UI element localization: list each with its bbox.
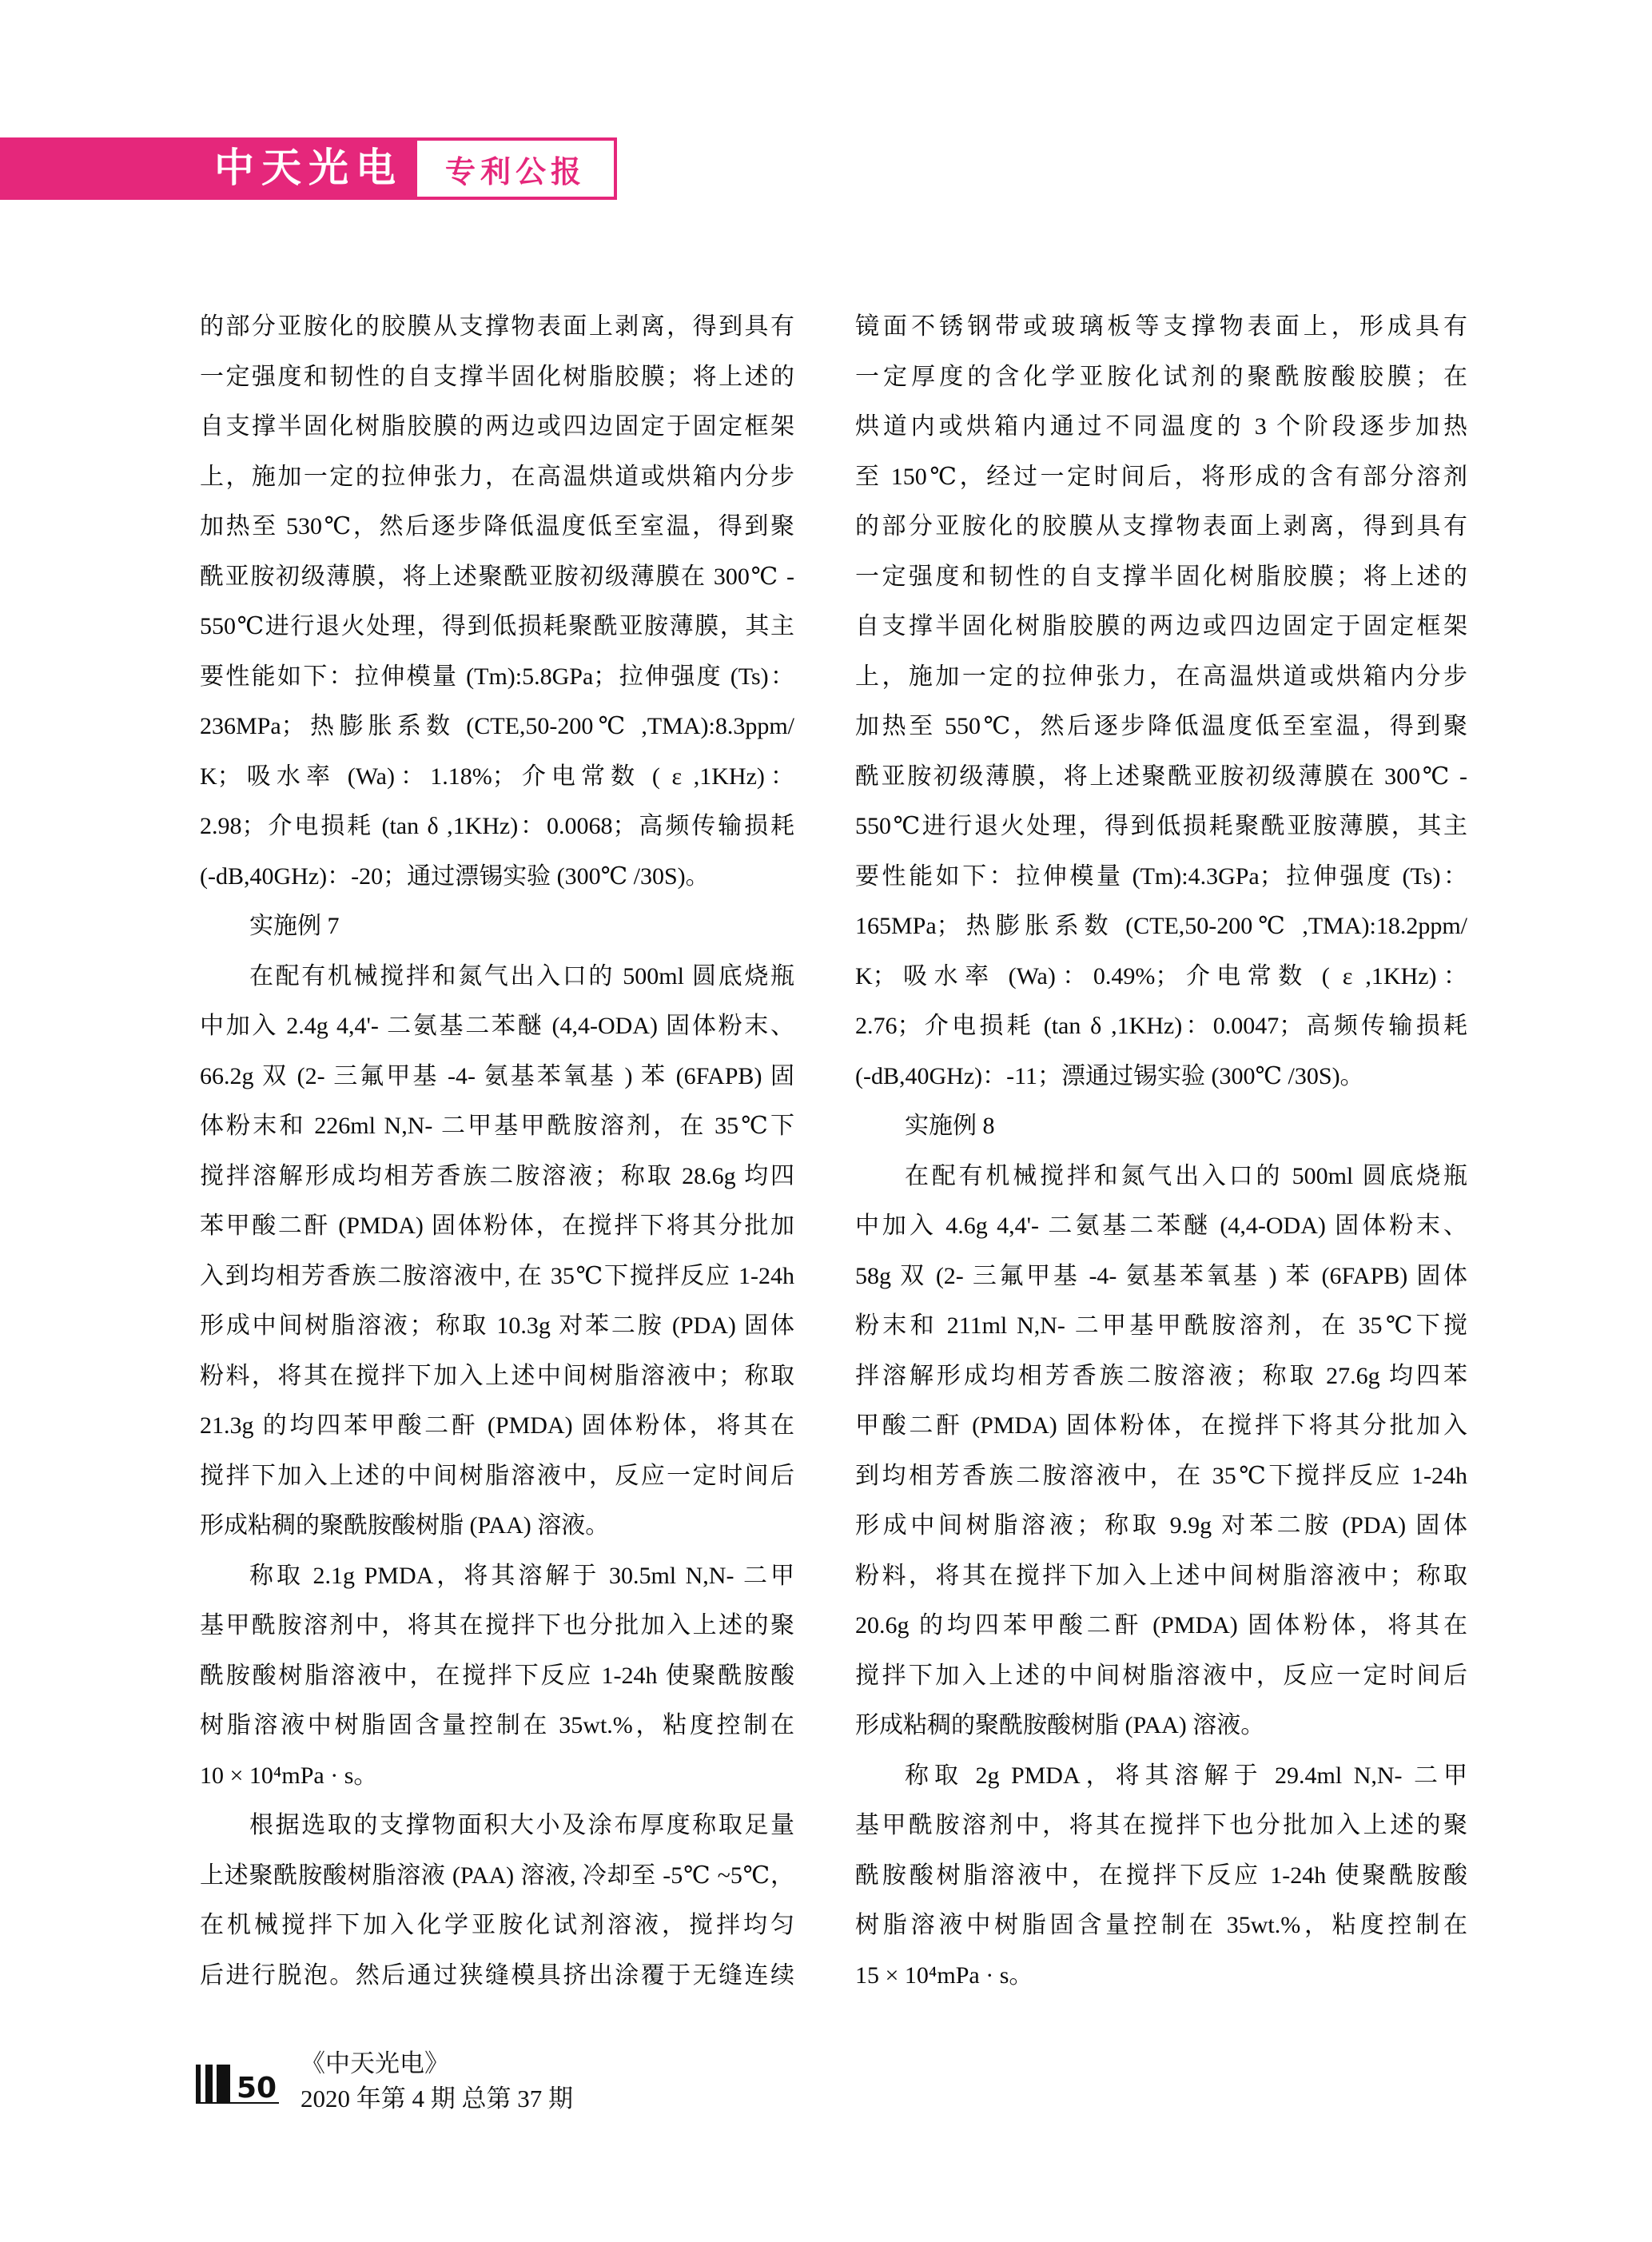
- text-line-left-25: 形成粘稠的聚酰胺酸树脂 (PAA) 溶液。: [200, 1512, 610, 1539]
- text-line-right-9: 加热至 550℃，然后逐步降低温度低至室温，得到聚: [855, 713, 1467, 739]
- text-line-left-24: 搅拌下加入上述的中间树脂溶液中，反应一定时间后: [200, 1462, 794, 1489]
- text-line-left-20: 入到均相芳香族二胺溶液中, 在 35℃下搅拌反应 1-24h: [200, 1262, 794, 1289]
- text-line-right-15: 2.76；介电损耗 (tan δ ,1KHz)：0.0047；高频传输损耗: [855, 1013, 1467, 1039]
- text-line-left-31: 根据选取的支撑物面积大小及涂布厚度称取足量: [249, 1812, 794, 1838]
- text-line-right-7: 自支撑半固化树脂胶膜的两边或四边固定于固定框架: [855, 613, 1467, 639]
- text-line-left-4: 上，施加一定的拉伸张力，在高温烘道或烘箱内分步: [200, 463, 794, 490]
- text-line-right-19: 中加入 4.6g 4,4'- 二氨基二苯醚 (4,4-ODA) 固体粉末、: [855, 1213, 1467, 1239]
- text-line-left-22: 粉料，将其在搅拌下加入上述中间树脂溶液中；称取: [200, 1362, 794, 1389]
- text-line-left-30: 10 × 10⁴mPa · s。: [200, 1762, 378, 1789]
- text-line-left-19: 苯甲酸二酐 (PMDA) 固体粉体，在搅拌下将其分批加: [200, 1213, 794, 1239]
- text-line-right-34: 15 × 10⁴mPa · s。: [855, 1961, 1033, 1989]
- badge-label: 专利公报: [444, 155, 586, 189]
- text-line-left-14: 在配有机械搅拌和氮气出入口的 500ml 圆底烧瓶: [249, 962, 794, 990]
- text-line-right-23: 甲酸二酐 (PMDA) 固体粉体，在搅拌下将其分批加入: [855, 1412, 1467, 1439]
- text-line-left-8: 要性能如下：拉伸模量 (Tm):5.8GPa；拉伸强度 (Ts)：: [200, 663, 794, 690]
- journal-issue: 2020 年第 4 期 总第 37 期: [301, 2085, 573, 2113]
- text-line-right-4: 至 150℃，经过一定时间后，将形成的含有部分溶剂: [855, 463, 1467, 490]
- text-line-left-34: 后进行脱泡。然后通过狭缝模具挤出涂覆于无缝连续: [200, 1961, 794, 1989]
- text-line-right-10: 酰亚胺初级薄膜，将上述聚酰亚胺初级薄膜在 300℃ -: [855, 763, 1467, 790]
- text-line-left-28: 酰胺酸树脂溶液中，在搅拌下反应 1-24h 使聚酰胺酸: [200, 1662, 794, 1689]
- text-line-right-28: 搅拌下加入上述的中间树脂溶液中，反应一定时间后: [855, 1662, 1467, 1689]
- text-line-right-8: 上，施加一定的拉伸张力，在高温烘道或烘箱内分步: [855, 663, 1467, 690]
- text-line-left-29: 树脂溶液中树脂固含量控制在 35wt.%，粘度控制在: [200, 1712, 794, 1738]
- left-text-column: [200, 302, 794, 2001]
- text-line-left-1: 的部分亚胺化的胶膜从支撑物表面上剥离，得到具有: [200, 313, 794, 340]
- text-line-left-17: 体粉末和 226ml N,N- 二甲基甲酰胺溶剂，在 35℃下: [200, 1113, 794, 1139]
- text-line-right-27: 20.6g 的均四苯甲酸二酐 (PMDA) 固体粉体，将其在: [855, 1612, 1467, 1639]
- page-number-bars-icon: [196, 2065, 230, 2104]
- text-line-right-13: 165MPa；热膨胀系数 (CTE,50-200℃ ,TMA):18.2ppm/: [855, 913, 1467, 939]
- text-line-left-12: (-dB,40GHz)：-20；通过漂锡实验 (300℃ /30S)。: [200, 862, 710, 890]
- text-line-left-7: 550℃进行退火处理，得到低损耗聚酰亚胺薄膜，其主: [200, 613, 794, 639]
- text-line-right-5: 的部分亚胺化的胶膜从支撑物表面上剥离，得到具有: [855, 513, 1467, 540]
- text-line-left-26: 称取 2.1g PMDA，将其溶解于 30.5ml N,N- 二甲: [249, 1562, 794, 1589]
- text-line-right-17: 实施例 8: [905, 1113, 995, 1139]
- text-line-right-6: 一定强度和韧性的自支撑半固化树脂胶膜；将上述的: [855, 563, 1467, 590]
- text-line-left-32: 上述聚酰胺酸树脂溶液 (PAA) 溶液, 冷却至 -5℃ ~5℃，: [200, 1862, 794, 1889]
- text-line-left-9: 236MPa；热膨胀系数 (CTE,50-200℃ ,TMA):8.3ppm/: [200, 713, 794, 739]
- journal-footer: [301, 2046, 573, 2117]
- header-brand-bar: [0, 137, 414, 200]
- patent-gazette-badge: [414, 137, 617, 200]
- text-line-left-21: 形成中间树脂溶液；称取 10.3g 对苯二胺 (PDA) 固体: [200, 1312, 794, 1339]
- journal-name: 《中天光电》: [301, 2049, 449, 2077]
- text-line-left-33: 在机械搅拌下加入化学亚胺化试剂溶液，搅拌均匀: [200, 1912, 794, 1938]
- text-line-right-25: 形成中间树脂溶液；称取 9.9g 对苯二胺 (PDA) 固体: [855, 1512, 1467, 1539]
- text-line-right-20: 58g 双 (2- 三氟甲基 -4- 氨基苯氧基 ) 苯 (6FAPB) 固体: [855, 1262, 1467, 1289]
- right-text-column: [855, 302, 1467, 2001]
- page-number: 50: [237, 2072, 277, 2105]
- text-line-right-22: 拌溶解形成均相芳香族二胺溶液；称取 27.6g 均四苯: [855, 1362, 1467, 1389]
- text-line-right-14: K；吸水率 (Wa)：0.49%；介电常数 ( ε ,1KHz)：: [855, 962, 1467, 990]
- text-line-left-2: 一定强度和韧性的自支撑半固化树脂胶膜；将上述的: [200, 363, 794, 390]
- text-line-right-2: 一定厚度的含化学亚胺化试剂的聚酰胺酸胶膜；在: [855, 363, 1467, 390]
- text-line-right-33: 树脂溶液中树脂固含量控制在 35wt.%，粘度控制在: [855, 1912, 1467, 1938]
- text-line-right-30: 称取 2g PMDA，将其溶解于 29.4ml N,N- 二甲: [905, 1762, 1467, 1789]
- text-line-left-18: 搅拌溶解形成均相芳香族二胺溶液；称取 28.6g 均四: [200, 1162, 794, 1189]
- text-line-left-27: 基甲酰胺溶剂中，将其在搅拌下也分批加入上述的聚: [200, 1612, 794, 1639]
- bar-glyph: [217, 2065, 230, 2104]
- text-line-left-5: 加热至 530℃，然后逐步降低温度低至室温，得到聚: [200, 513, 794, 540]
- text-line-right-24: 到均相芳香族二胺溶液中，在 35℃下搅拌反应 1-24h: [855, 1462, 1467, 1489]
- text-line-left-13: 实施例 7: [249, 913, 340, 939]
- text-line-left-6: 酰亚胺初级薄膜，将上述聚酰亚胺初级薄膜在 300℃ -: [200, 563, 794, 590]
- text-line-right-29: 形成粘稠的聚酰胺酸树脂 (PAA) 溶液。: [855, 1712, 1265, 1738]
- text-line-left-23: 21.3g 的均四苯甲酸二酐 (PMDA) 固体粉体，将其在: [200, 1412, 794, 1439]
- text-line-right-32: 酰胺酸树脂溶液中，在搅拌下反应 1-24h 使聚酰胺酸: [855, 1862, 1467, 1889]
- text-line-right-21: 粉末和 211ml N,N- 二甲基甲酰胺溶剂，在 35℃下搅: [855, 1312, 1467, 1339]
- bar-glyph: [196, 2065, 201, 2104]
- text-line-left-11: 2.98；介电损耗 (tan δ ,1KHz)：0.0068；高频传输损耗: [200, 813, 794, 839]
- text-line-left-3: 自支撑半固化树脂胶膜的两边或四边固定于固定框架: [200, 413, 794, 440]
- text-line-left-15: 中加入 2.4g 4,4'- 二氨基二苯醚 (4,4-ODA) 固体粉末、: [200, 1013, 794, 1039]
- bar-glyph: [205, 2065, 213, 2104]
- text-line-right-26: 粉料，将其在搅拌下加入上述中间树脂溶液中；称取: [855, 1562, 1467, 1589]
- text-line-right-18: 在配有机械搅拌和氮气出入口的 500ml 圆底烧瓶: [905, 1162, 1467, 1189]
- text-line-right-16: (-dB,40GHz)：-11；漂通过锡实验 (300℃ /30S)。: [855, 1062, 1364, 1089]
- text-line-left-10: K；吸水率 (Wa)：1.18%；介电常数 ( ε ,1KHz)：: [200, 763, 794, 790]
- text-line-left-16: 66.2g 双 (2- 三氟甲基 -4- 氨基苯氧基 ) 苯 (6FAPB) 固: [200, 1062, 794, 1089]
- text-line-right-31: 基甲酰胺溶剂中，将其在搅拌下也分批加入上述的聚: [855, 1812, 1467, 1838]
- text-line-right-12: 要性能如下：拉伸模量 (Tm):4.3GPa；拉伸强度 (Ts)：: [855, 862, 1467, 890]
- text-line-right-3: 烘道内或烘箱内通过不同温度的 3 个阶段逐步加热: [855, 413, 1467, 440]
- brand-logo: 中天光电: [214, 145, 403, 190]
- text-line-right-1: 镜面不锈钢带或玻璃板等支撑物表面上，形成具有: [855, 313, 1467, 340]
- text-line-right-11: 550℃进行退火处理，得到低损耗聚酰亚胺薄膜，其主: [855, 813, 1467, 839]
